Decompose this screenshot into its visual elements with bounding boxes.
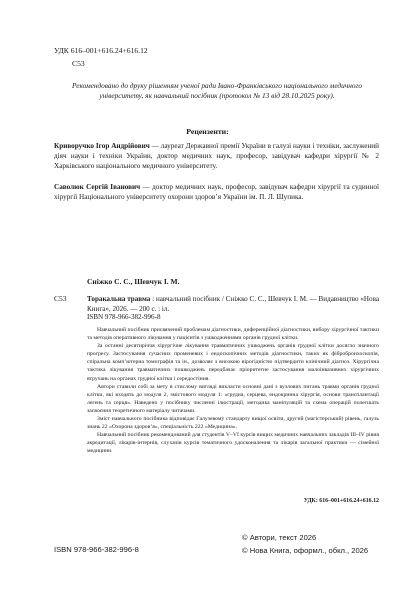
- copyright-authors: © Автори, текст 2026: [242, 533, 317, 542]
- reviewer-2-details: — доктор медичних наук, професор, завідувач кафедри хірургії та судинної хірургії Національного університету охорони здоров’я України ім. П. Л. Шупика.: [54, 183, 379, 202]
- reviewers-heading: Рецензенти:: [186, 127, 229, 136]
- udk-code-top: УДК 616–001+616.24+616.12: [54, 46, 148, 55]
- bibliographic-record: [87, 294, 379, 314]
- copyright-publisher: © Нова Книга, оформл., обкл., 2026: [242, 546, 369, 555]
- abstract-paragraph: Автори ставили собі за мету в стислому вигляді викласти основні дані з вузлових питань травми органів грудної клітки, які входять до модуля 2, змістового модуля 1: «грудна, серцева, ендокринна хірургія, основи трансплантації легень та серця». Наведено у посібнику численні ілюстрації, методика маніпуляцій та схема операцій полегшать засвоєння теоретичного матеріалу читачами.: [87, 383, 379, 414]
- catalog-code-top: С53: [72, 59, 85, 68]
- reviewer-2-name: Саволюк Сергій Іванович: [54, 183, 141, 191]
- abstract-paragraph: Навчальний посібник присвячений проблемам діагностики, диференційної діагностики, вибору хірургічної тактики та методів оперативного лікування у пацієнтів з ушкодженнями органів грудної клітки.: [87, 327, 379, 342]
- catalog-code: С53: [54, 294, 67, 303]
- book-description: : навчальний посібник / Сніжко С. С., Шевчук І. М. — Видавництво «Нова Книга», 2026. — 200 с. : іл.: [87, 295, 379, 314]
- isbn-bottom: ISBN 978-966-382-996-8: [54, 545, 139, 554]
- abstract-paragraph: Зміст навчального посібника відповідає Галузевому стандарту вищої освіти, другий (магістерський) рівень, галузь знань 22 «Охорона здоров’я», спеціальність 222 «Медицина».: [87, 416, 379, 431]
- catalog-authors: Сніжко С. С., Шевчук І. М.: [87, 277, 180, 286]
- abstract: [87, 326, 379, 456]
- reviewer-1-name: Криворучко Ігор Андрійович: [54, 142, 150, 150]
- udk-code-bottom: УДК: 616–001+616.24+616.12: [303, 498, 379, 504]
- reviewer-1-details: — лауреат Державної премії України в галузі науки і техніки, заслужений діяч науки і техніки України, доктор медичних наук, професор, завідувач кафедри хірургії № 2 Харківського національного медичного університету.: [54, 142, 379, 171]
- abstract-paragraph: За останні десятиріччя хірургічне лікування травматичних ушкоджень органів грудної клітки досягло значного прогресу. Застосування сучасних променевих і ендоскопічних методів діагностики, таких як фібробронхоскопія, спіральна комп’ютерна томографія та ін., дозволяє з високою вірогідністю підтвердити клінічний діагноз. Хірургічна тактика лікування травматичних пошкоджень передбачає пріоритетне застосування малоінвазивних хірургічних втручань на органах грудної клітки і середостіння.: [87, 343, 379, 382]
- book-title: Торакальна травма: [87, 295, 151, 303]
- reviewer-2: [54, 182, 379, 202]
- catalog-isbn: ISBN 978-966-382-996-8: [87, 313, 161, 321]
- abstract-paragraph: Навчальний посібник рекомендований для студентів V–VI курсів вищих медичних навчальних закладів ІІІ–IV рівня акредитації, лікарів-інтернів, слухачів курсів тематичного удосконалення та лікарів загальної практики — сімейної медицини.: [87, 432, 379, 455]
- recommendation-note: Рекомендовано до друку рішенням ученої ради Івано-Франківського національного медичного університету, як навчальний посібник (протокол № 13 від 28.10.2025 року).: [72, 81, 362, 100]
- reviewer-1: [54, 141, 379, 172]
